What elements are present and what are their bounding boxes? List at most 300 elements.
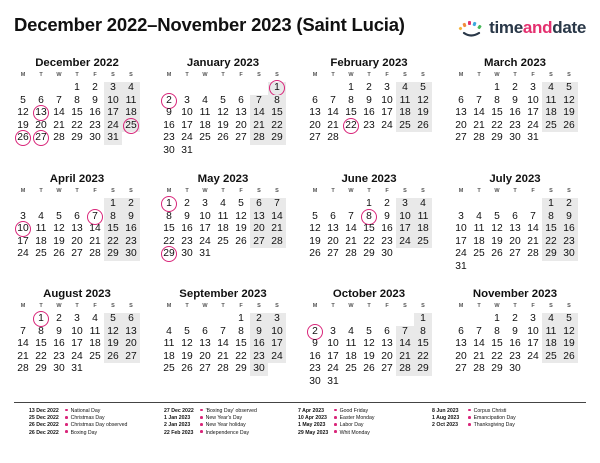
day-cell: 10 <box>396 211 414 224</box>
day-cell: 20 <box>509 235 521 247</box>
weekday-label: W <box>56 303 62 309</box>
month-title: April 2023 <box>49 173 105 185</box>
day-cell: 15 <box>491 107 503 118</box>
day-cell: 12 <box>560 326 578 339</box>
legend-item <box>164 430 304 437</box>
day-cell: 2 <box>56 313 62 324</box>
day-cell: 9 <box>366 94 372 106</box>
day-cell: 22 <box>163 235 175 247</box>
day-cell: 21 <box>17 350 29 362</box>
weekday-label: T <box>185 303 189 309</box>
weekday-header <box>306 187 432 196</box>
day-cell: 18 <box>542 107 560 120</box>
weekday-label: F <box>531 303 535 309</box>
day-cell: 7 <box>530 210 536 222</box>
weekday-label: F <box>93 72 97 78</box>
day-cell: 27 <box>381 363 393 374</box>
weekday-label: S <box>421 72 425 78</box>
day-cell: 21 <box>53 119 65 131</box>
empty-cell <box>68 198 86 211</box>
day-cell: 13 <box>455 107 467 118</box>
weekday-header <box>306 302 432 311</box>
legend-item <box>432 408 572 415</box>
legend-date: 22 Feb 2023 <box>164 429 194 436</box>
weekday-label: F <box>239 188 243 194</box>
day-cell: 24 <box>381 119 393 131</box>
month-title: July 2023 <box>489 173 541 185</box>
day-cell: 24 <box>268 351 286 364</box>
day-cell: 10 <box>181 107 193 118</box>
day-cell: 3 <box>330 325 336 337</box>
day-cell: 14 <box>217 338 229 349</box>
day-cell: 4 <box>476 210 482 222</box>
day-cell: 24 <box>455 248 467 259</box>
day-cell: 21 <box>527 235 539 247</box>
day-cell: 10 <box>71 325 83 337</box>
day-cell: 20 <box>235 119 247 131</box>
day-cell: 1 <box>348 82 354 93</box>
month-calendar <box>14 56 140 145</box>
day-cell: 14 <box>473 338 485 349</box>
day-cell: 29 <box>268 132 286 145</box>
empty-cell <box>32 82 50 95</box>
logo-text <box>489 18 586 38</box>
legend-holiday-name: National Day <box>70 408 101 414</box>
day-cell: 18 <box>35 235 47 247</box>
day-cell: 8 <box>494 94 500 106</box>
month-title: December 2022 <box>35 57 119 69</box>
day-cell: 11 <box>89 325 101 337</box>
day-cell: 23 <box>509 119 521 131</box>
day-cell: 28 <box>53 132 65 143</box>
day-cell: 17 <box>396 223 414 236</box>
day-cell: 15 <box>35 338 47 349</box>
day-cell: 26 <box>181 363 193 374</box>
weekday-label: W <box>202 72 208 78</box>
weekday-label: F <box>531 188 535 194</box>
day-cell: 20 <box>309 119 321 131</box>
day-cell: 28 <box>473 132 485 143</box>
day-cell: 12 <box>181 338 193 349</box>
empty-cell <box>452 313 470 326</box>
day-cell: 17 <box>268 338 286 351</box>
day-cell: 27 <box>235 132 247 143</box>
day-cell: 12 <box>491 223 503 234</box>
day-cell: 4 <box>38 210 44 222</box>
day-cell: 18 <box>345 350 357 362</box>
weekday-label: M <box>166 303 172 309</box>
empty-cell <box>196 82 214 95</box>
day-cell: 16 <box>381 223 393 234</box>
day-cell: 18 <box>542 338 560 351</box>
holiday-day-cell: 1 <box>160 198 178 211</box>
day-cell: 20 <box>381 350 393 362</box>
day-cell: 7 <box>56 94 62 106</box>
weekday-label: T <box>513 303 517 309</box>
empty-cell <box>14 198 32 211</box>
day-cell: 14 <box>17 338 29 349</box>
day-cell: 24 <box>104 120 122 133</box>
weekday-label: T <box>39 72 43 78</box>
day-cell: 5 <box>238 198 244 209</box>
day-cell: 23 <box>309 363 321 374</box>
day-cell: 11 <box>122 95 140 108</box>
month-calendar <box>160 56 286 157</box>
day-cell: 15 <box>542 223 560 236</box>
day-cell: 21 <box>327 119 339 131</box>
weekday-label: T <box>185 188 189 194</box>
empty-cell <box>470 82 488 95</box>
bullet-icon <box>65 423 68 426</box>
bullet-icon <box>468 409 471 412</box>
day-cell: 8 <box>542 211 560 224</box>
legend-item <box>298 408 438 415</box>
day-cell: 6 <box>250 198 268 211</box>
weekday-label: T <box>367 72 371 78</box>
day-cell: 26 <box>560 120 578 133</box>
weekday-label: W <box>56 72 62 78</box>
legend-holiday-name: Good Friday <box>339 408 369 414</box>
day-cell: 16 <box>53 338 65 349</box>
day-grid <box>160 198 286 261</box>
month-calendar <box>160 287 286 376</box>
day-cell: 22 <box>542 236 560 249</box>
day-cell: 3 <box>530 313 536 324</box>
day-cell: 27 <box>455 132 467 143</box>
day-cell: 8 <box>268 95 286 108</box>
month-title: September 2023 <box>179 288 267 300</box>
day-cell: 9 <box>184 210 190 222</box>
day-cell: 19 <box>309 235 321 247</box>
weekday-label: S <box>111 303 115 309</box>
day-cell: 6 <box>384 325 390 337</box>
month-calendar <box>160 172 286 261</box>
day-cell: 23 <box>381 235 393 247</box>
weekday-label: S <box>403 188 407 194</box>
day-cell: 7 <box>220 325 226 337</box>
day-cell: 28 <box>345 248 357 259</box>
day-cell: 4 <box>396 82 414 95</box>
weekday-label: T <box>513 188 517 194</box>
legend-date: 2 Jan 2023 <box>164 422 191 429</box>
day-cell: 9 <box>56 325 62 337</box>
empty-cell <box>50 198 68 211</box>
month-title: March 2023 <box>483 57 547 69</box>
bullet-icon <box>65 430 68 433</box>
day-cell: 28 <box>473 363 485 374</box>
day-cell: 16 <box>309 350 321 362</box>
empty-cell <box>214 313 232 326</box>
day-cell: 10 <box>104 95 122 108</box>
logo-text-date: date <box>552 18 586 37</box>
day-cell: 23 <box>122 236 140 249</box>
weekday-header <box>14 71 140 80</box>
weekday-label: W <box>494 303 500 309</box>
day-cell: 13 <box>250 211 268 224</box>
day-cell: 1 <box>494 82 500 93</box>
day-cell: 23 <box>53 350 65 362</box>
month-title: February 2023 <box>330 57 408 69</box>
day-cell: 29 <box>414 363 432 376</box>
weekday-label: S <box>129 72 133 78</box>
day-cell: 10 <box>527 325 539 337</box>
day-cell: 24 <box>199 235 211 247</box>
legend-item <box>298 415 438 422</box>
day-cell: 12 <box>309 223 321 234</box>
day-cell: 2 <box>384 198 390 209</box>
day-cell: 29 <box>491 363 503 374</box>
day-cell: 3 <box>530 82 536 93</box>
day-cell: 13 <box>309 107 321 118</box>
logo-text-time: time <box>489 18 523 37</box>
bullet-icon <box>200 423 203 426</box>
weekday-label: W <box>56 188 62 194</box>
day-cell: 22 <box>35 350 47 362</box>
day-cell: 27 <box>122 351 140 364</box>
day-cell: 8 <box>38 325 44 337</box>
day-cell: 10 <box>455 223 467 234</box>
day-cell: 19 <box>53 235 65 247</box>
day-cell: 6 <box>74 210 80 222</box>
day-cell: 28 <box>217 363 229 374</box>
day-cell: 11 <box>542 326 560 339</box>
day-cell: 13 <box>509 223 521 234</box>
weekday-label: T <box>221 303 225 309</box>
day-cell: 19 <box>560 107 578 120</box>
legend-holiday-name: Thanksgiving Day <box>473 422 515 429</box>
weekday-label: S <box>257 303 261 309</box>
day-cell: 20 <box>71 235 83 247</box>
empty-cell <box>342 198 360 211</box>
legend-holiday-name: 'Boxing Day' observed <box>205 408 257 414</box>
day-cell: 1 <box>494 313 500 324</box>
legend-holiday-name: Boxing Day <box>70 429 98 436</box>
day-cell: 22 <box>414 351 432 364</box>
day-cell: 18 <box>414 223 432 236</box>
logo-text-and: and <box>522 18 553 37</box>
day-cell: 17 <box>17 235 29 247</box>
logo-mark-icon <box>458 19 485 37</box>
weekday-label: S <box>421 303 425 309</box>
weekday-label: T <box>513 72 517 78</box>
day-cell: 20 <box>327 235 339 247</box>
day-cell: 2 <box>560 198 578 211</box>
day-cell: 21 <box>473 119 485 131</box>
day-cell: 24 <box>396 236 414 249</box>
day-grid <box>452 313 578 376</box>
day-cell: 1 <box>238 313 244 324</box>
empty-cell <box>14 82 32 95</box>
day-cell: 8 <box>74 94 80 106</box>
day-cell: 29 <box>104 248 122 261</box>
day-cell: 30 <box>89 132 101 143</box>
day-grid <box>306 82 432 145</box>
month-calendar <box>452 172 578 273</box>
day-cell: 16 <box>560 223 578 236</box>
weekday-label: F <box>385 303 389 309</box>
weekday-label: M <box>166 188 172 194</box>
day-cell: 9 <box>512 94 518 106</box>
weekday-label: M <box>20 72 26 78</box>
day-cell: 23 <box>89 119 101 131</box>
day-cell: 3 <box>458 210 464 222</box>
day-cell: 27 <box>71 248 83 259</box>
day-grid <box>160 313 286 376</box>
weekday-label: T <box>331 188 335 194</box>
day-cell: 3 <box>268 313 286 326</box>
day-cell: 26 <box>560 351 578 364</box>
day-cell: 13 <box>122 326 140 339</box>
day-cell: 19 <box>104 338 122 351</box>
weekday-label: S <box>111 188 115 194</box>
weekday-header <box>160 71 286 80</box>
weekday-header <box>306 71 432 80</box>
day-cell: 23 <box>250 351 268 364</box>
weekday-label: S <box>257 72 261 78</box>
day-cell: 26 <box>53 248 65 259</box>
day-cell: 27 <box>509 248 521 259</box>
day-cell: 7 <box>250 95 268 108</box>
day-cell: 13 <box>381 338 393 349</box>
weekday-label: S <box>275 72 279 78</box>
empty-cell <box>488 198 506 211</box>
legend-item <box>29 415 169 422</box>
day-cell: 20 <box>250 223 268 236</box>
empty-cell <box>470 198 488 211</box>
weekday-label: F <box>239 303 243 309</box>
day-cell: 7 <box>20 325 26 337</box>
weekday-label: S <box>567 188 571 194</box>
day-grid <box>160 82 286 157</box>
day-cell: 7 <box>396 326 414 339</box>
day-grid <box>14 82 140 145</box>
day-cell: 29 <box>71 132 83 143</box>
day-cell: 30 <box>53 363 65 374</box>
day-cell: 1 <box>542 198 560 211</box>
day-cell: 21 <box>217 350 229 362</box>
day-cell: 24 <box>71 350 83 362</box>
legend-date: 7 Apr 2023 <box>298 408 325 414</box>
day-cell: 25 <box>396 120 414 133</box>
legend-date: 25 Dec 2022 <box>29 415 59 422</box>
day-cell: 28 <box>327 132 339 143</box>
day-cell: 4 <box>414 198 432 211</box>
bullet-icon <box>65 409 68 412</box>
empty-cell <box>470 313 488 326</box>
holiday-day-cell: 27 <box>32 132 50 145</box>
weekday-label: W <box>348 72 354 78</box>
day-cell: 12 <box>217 107 229 118</box>
empty-cell <box>306 198 324 211</box>
day-cell: 4 <box>542 82 560 95</box>
weekday-label: T <box>75 188 79 194</box>
day-cell: 30 <box>509 363 521 374</box>
day-cell: 4 <box>166 325 172 337</box>
day-cell: 16 <box>89 107 101 118</box>
day-cell: 18 <box>473 235 485 247</box>
day-cell: 4 <box>202 94 208 106</box>
weekday-label: T <box>221 72 225 78</box>
day-cell: 26 <box>104 351 122 364</box>
day-cell: 24 <box>181 132 193 143</box>
day-cell: 11 <box>414 211 432 224</box>
day-cell: 31 <box>527 132 539 143</box>
day-cell: 15 <box>268 107 286 120</box>
day-cell: 5 <box>184 325 190 337</box>
day-cell: 25 <box>414 236 432 249</box>
day-cell: 1 <box>74 82 80 93</box>
day-cell: 19 <box>217 119 229 131</box>
day-cell: 8 <box>494 325 500 337</box>
day-cell: 31 <box>71 363 83 374</box>
day-cell: 8 <box>166 210 172 222</box>
day-cell: 31 <box>199 248 211 259</box>
day-cell: 4 <box>348 325 354 337</box>
weekday-label: S <box>549 303 553 309</box>
weekday-label: T <box>39 303 43 309</box>
day-cell: 23 <box>509 350 521 362</box>
day-cell: 9 <box>92 94 98 106</box>
day-cell: 6 <box>512 210 518 222</box>
day-cell: 6 <box>122 313 140 326</box>
day-cell: 11 <box>163 338 175 349</box>
day-cell: 15 <box>104 223 122 236</box>
day-cell: 17 <box>527 338 539 349</box>
legend-holiday-name: Labor Day <box>339 422 364 429</box>
day-cell: 2 <box>122 198 140 211</box>
day-cell: 30 <box>381 248 393 259</box>
timeanddate-logo[interactable] <box>458 17 586 39</box>
day-cell: 11 <box>542 95 560 108</box>
day-cell: 19 <box>491 235 503 247</box>
empty-cell <box>178 313 196 326</box>
legend-item <box>298 430 438 437</box>
legend-column <box>298 408 438 437</box>
day-cell: 13 <box>455 338 467 349</box>
empty-cell <box>452 198 470 211</box>
legend-holiday-name: Whit Monday <box>339 429 370 436</box>
day-cell: 10 <box>268 326 286 339</box>
day-cell: 13 <box>235 107 247 118</box>
empty-cell <box>160 313 178 326</box>
day-cell: 8 <box>348 94 354 106</box>
bullet-icon <box>334 416 337 419</box>
bullet-icon <box>200 430 203 433</box>
day-cell: 30 <box>509 132 521 143</box>
day-cell: 24 <box>17 248 29 259</box>
weekday-label: T <box>221 188 225 194</box>
day-cell: 22 <box>268 120 286 133</box>
day-grid <box>306 313 432 388</box>
day-cell: 14 <box>396 338 414 351</box>
legend-item <box>432 422 572 429</box>
weekday-label: S <box>549 188 553 194</box>
legend-divider <box>14 402 586 403</box>
day-cell: 3 <box>74 313 80 324</box>
day-cell: 20 <box>455 350 467 362</box>
empty-cell <box>214 82 232 95</box>
day-cell: 16 <box>509 338 521 349</box>
month-calendar <box>14 172 140 261</box>
weekday-label: S <box>129 188 133 194</box>
day-cell: 22 <box>104 236 122 249</box>
day-cell: 11 <box>345 338 357 349</box>
weekday-label: S <box>129 303 133 309</box>
day-cell: 21 <box>473 350 485 362</box>
empty-cell <box>524 198 542 211</box>
day-cell: 9 <box>166 107 172 118</box>
day-cell: 13 <box>71 223 83 234</box>
